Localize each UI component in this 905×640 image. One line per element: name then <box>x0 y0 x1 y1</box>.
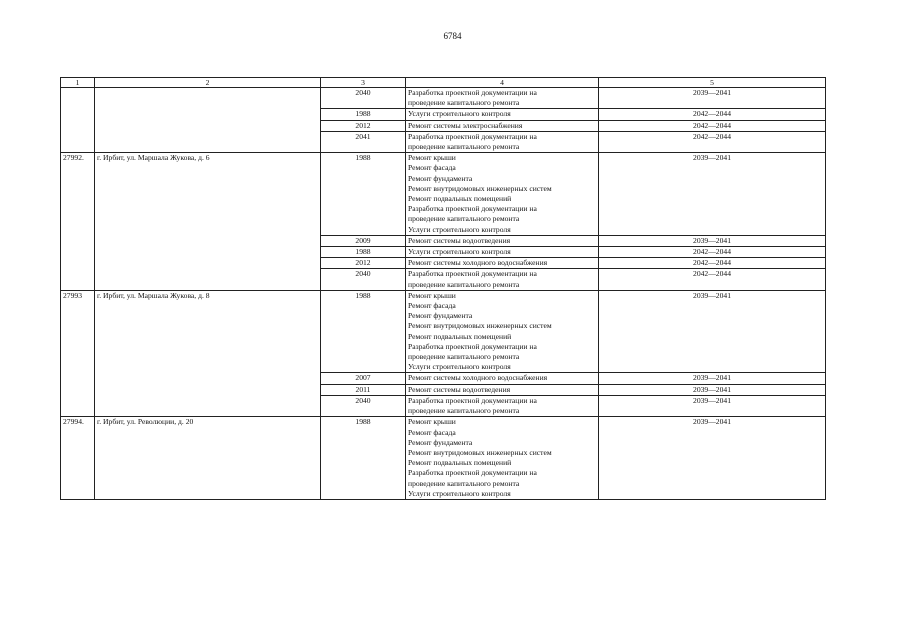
column-number: 1 <box>61 78 95 88</box>
work-item: проведение капитального ремонта <box>408 478 520 488</box>
period-value: 2042—2044 <box>599 247 826 258</box>
building-number: 27992. <box>61 153 95 291</box>
works-list <box>406 395 599 416</box>
work-item: Ремонт системы холодного водоснабжения <box>408 373 548 383</box>
year-value: 1988 <box>321 109 406 120</box>
period-value: 2039—2041 <box>599 417 826 500</box>
year-value: 1988 <box>321 247 406 258</box>
work-item: Разработка проектной документации на <box>408 395 537 405</box>
year-value: 1988 <box>321 153 406 236</box>
work-item: Услуги строительного контроля <box>408 247 511 257</box>
column-number: 2 <box>95 78 321 88</box>
work-item: Ремонт фундамента <box>408 437 473 447</box>
work-item: Ремонт фасада <box>408 427 456 437</box>
year-value: 2007 <box>321 373 406 384</box>
work-item: Услуги строительного контроля <box>408 109 511 119</box>
work-item: Разработка проектной документации на <box>408 269 537 279</box>
building-address: г. Ирбит, ул. Маршала Жукова, д. 6 <box>95 153 321 291</box>
work-item: Ремонт фундамента <box>408 173 473 183</box>
year-value: 2012 <box>321 258 406 269</box>
work-item: проведение капитального ремонта <box>408 279 520 289</box>
works-list <box>406 120 599 131</box>
works-list <box>406 269 599 290</box>
works-list <box>406 131 599 152</box>
building-number <box>61 88 95 153</box>
work-item: Услуги строительного контроля <box>408 362 511 372</box>
work-item: Ремонт системы водоотведения <box>408 235 511 245</box>
work-item: Ремонт фасада <box>408 163 456 173</box>
work-item: проведение капитального ремонта <box>408 142 520 152</box>
work-item: проведение капитального ремонта <box>408 98 520 108</box>
table-row <box>61 153 826 236</box>
period-value: 2042—2044 <box>599 109 826 120</box>
period-value: 2042—2044 <box>599 131 826 152</box>
work-item: Ремонт внутридомовых инженерных систем <box>408 183 552 193</box>
table-row <box>61 417 826 500</box>
column-number: 3 <box>321 78 406 88</box>
work-item: Ремонт крыши <box>408 417 456 427</box>
period-value: 2039—2041 <box>599 235 826 246</box>
year-value: 2040 <box>321 88 406 109</box>
work-item: Ремонт крыши <box>408 290 456 300</box>
column-number: 5 <box>599 78 826 88</box>
work-item: проведение капитального ремонта <box>408 406 520 416</box>
year-value: 1988 <box>321 417 406 500</box>
work-item: Разработка проектной документации на <box>408 341 537 351</box>
work-item: Разработка проектной документации на <box>408 468 537 478</box>
year-value: 2012 <box>321 120 406 131</box>
column-number: 4 <box>406 78 599 88</box>
works-list <box>406 384 599 395</box>
work-item: Ремонт подвальных помещений <box>408 194 512 204</box>
works-list <box>406 153 599 236</box>
period-value: 2042—2044 <box>599 269 826 290</box>
works-list <box>406 247 599 258</box>
work-item: Ремонт системы электроснабжения <box>408 120 523 130</box>
works-list <box>406 109 599 120</box>
column-number-row <box>61 78 826 88</box>
works-list <box>406 290 599 373</box>
year-value: 2041 <box>321 131 406 152</box>
work-item: Ремонт подвальных помещений <box>408 458 512 468</box>
work-item: Ремонт системы холодного водоснабжения <box>408 258 548 268</box>
capital-repair-table <box>60 77 826 500</box>
year-value: 2040 <box>321 395 406 416</box>
work-item: проведение капитального ремонта <box>408 352 520 362</box>
work-item: Ремонт крыши <box>408 153 456 163</box>
period-value: 2039—2041 <box>599 88 826 109</box>
year-value: 2040 <box>321 269 406 290</box>
work-item: Ремонт подвальных помещений <box>408 331 512 341</box>
work-item: Услуги строительного контроля <box>408 488 511 498</box>
works-list <box>406 235 599 246</box>
work-item: Разработка проектной документации на <box>408 131 537 141</box>
building-number: 27994. <box>61 417 95 500</box>
period-value: 2039—2041 <box>599 373 826 384</box>
works-list <box>406 258 599 269</box>
work-item: Ремонт фасада <box>408 301 456 311</box>
table-body <box>61 78 826 500</box>
period-value: 2039—2041 <box>599 153 826 236</box>
table-row <box>61 88 826 109</box>
work-item: Ремонт фундамента <box>408 311 473 321</box>
building-address: г. Ирбит, ул. Маршала Жукова, д. 8 <box>95 290 321 416</box>
period-value: 2039—2041 <box>599 384 826 395</box>
building-address <box>95 88 321 153</box>
period-value: 2039—2041 <box>599 395 826 416</box>
works-list <box>406 417 599 500</box>
table-row <box>61 290 826 373</box>
period-value: 2039—2041 <box>599 290 826 373</box>
period-value: 2042—2044 <box>599 120 826 131</box>
work-item: Разработка проектной документации на <box>408 204 537 214</box>
year-value: 2009 <box>321 235 406 246</box>
period-value: 2042—2044 <box>599 258 826 269</box>
year-value: 2011 <box>321 384 406 395</box>
page-number: 6784 <box>443 31 462 41</box>
building-number: 27993 <box>61 290 95 416</box>
work-item: Разработка проектной документации на <box>408 88 537 97</box>
work-item: Ремонт внутридомовых инженерных систем <box>408 321 552 331</box>
works-list <box>406 88 599 109</box>
work-item: проведение капитального ремонта <box>408 214 520 224</box>
year-value: 1988 <box>321 290 406 373</box>
works-list <box>406 373 599 384</box>
work-item: Ремонт внутридомовых инженерных систем <box>408 447 552 457</box>
work-item: Ремонт системы водоотведения <box>408 384 511 394</box>
work-item: Услуги строительного контроля <box>408 224 511 234</box>
building-address: г. Ирбит, ул. Революции, д. 20 <box>95 417 321 500</box>
